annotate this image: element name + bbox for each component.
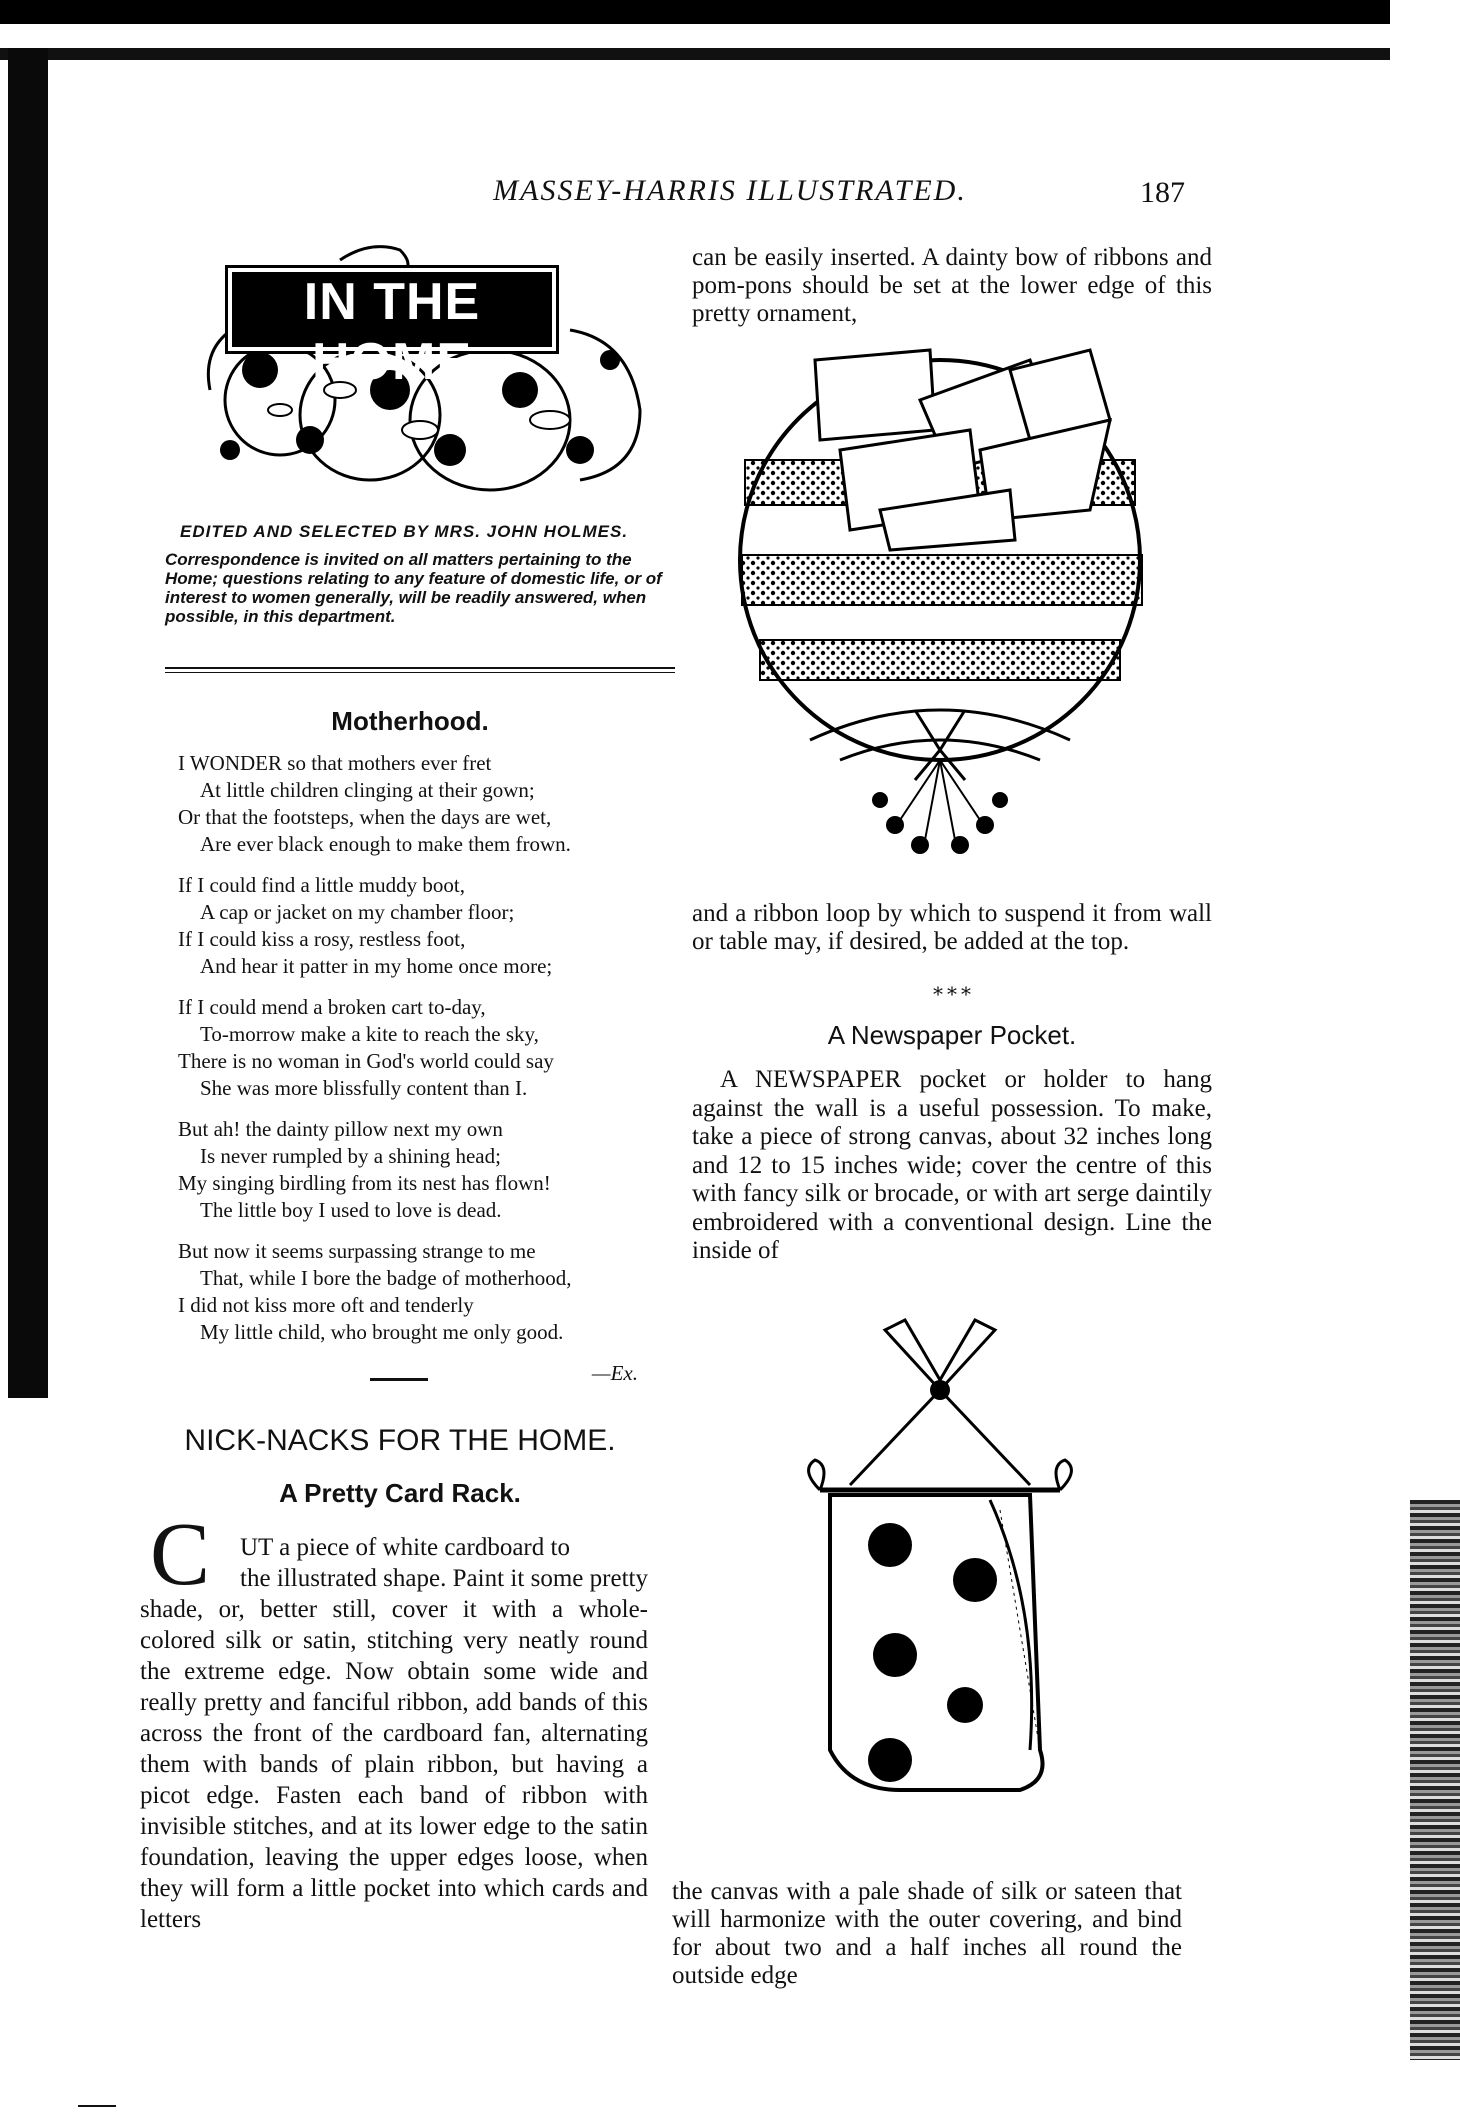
poem-source: —Ex. xyxy=(591,1361,638,1385)
poem-line: Is never rumpled by a shining head; xyxy=(200,1144,501,1168)
card-rack-body: the illustrated shape. Paint it some pretty shade, or, better still, cover it with a whole-colored silk or satin, stitching very neatly round the extreme edge. Now obtain some wide and really pretty and fanciful ribbon, add bands of this across the front of the cardboard fan, alternating them with bands of plain ribbon, but having a picot edge. Fasten each band of ribbon with invisible stitches, and at its lower edge to the satin foundation, leaving the upper edges loose, when they will form a little pocket into which cards and letters xyxy=(140,1565,648,1933)
poem-stanza-3 xyxy=(178,994,648,1102)
poem-stanza-5 xyxy=(178,1238,648,1346)
bottom-mark xyxy=(78,2105,116,2107)
section-header-title: IN THE HOME xyxy=(303,273,481,391)
card-rack-subheading: A Pretty Card Rack. xyxy=(279,1478,521,1508)
correspondence-note: Correspondence is invited on all matters pertaining to the Home; questions relating to any feature of domestic life, or of interest to women generally, will be readily answered, when possible, in this department. xyxy=(165,550,662,626)
drop-cap: C xyxy=(150,1505,211,1604)
card-rack-illustration xyxy=(730,340,1200,870)
divider-rule-thin xyxy=(165,672,675,673)
card-rack-first-line: UT a piece of white cardboard to xyxy=(240,1534,570,1561)
poem-stanza-2 xyxy=(178,872,648,980)
poem-line: If I could mend a broken cart to-day, xyxy=(178,995,486,1019)
scan-top-border xyxy=(0,0,1390,24)
poem-line: Are ever black enough to make them frown. xyxy=(200,832,571,856)
poem-line: My singing birdling from its nest has flown! xyxy=(178,1171,551,1195)
edited-by-line: EDITED AND SELECTED BY MRS. JOHN HOLMES. xyxy=(180,522,629,541)
poem-line: My little child, who brought me only good. xyxy=(200,1320,564,1344)
poem-line: She was more blissfully content than I. xyxy=(200,1076,528,1100)
poem-line: But ah! the dainty pillow next my own xyxy=(178,1117,503,1141)
poem-line: The little boy I used to love is dead. xyxy=(200,1198,502,1222)
short-rule xyxy=(370,1378,428,1381)
poem-line: There is no woman in God's world could say xyxy=(178,1049,554,1073)
poem-line: If I could kiss a rosy, restless foot, xyxy=(178,927,466,951)
asterism: * * * xyxy=(933,982,971,1006)
poem-title: Motherhood. xyxy=(331,706,489,736)
poem-line: And hear it patter in my home once more; xyxy=(200,954,553,978)
poem-line: To-morrow make a kite to reach the sky, xyxy=(200,1022,539,1046)
poem-line: But now it seems surpassing strange to me xyxy=(178,1239,536,1263)
poem-stanza-4 xyxy=(178,1116,648,1224)
newspaper-pocket-text: A NEWSPAPER pocket or holder to hang against the wall is a useful possession. To make, take a piece of strong canvas, about 32 inches long and 12 to 15 inches wide; cover the centre of this with fancy silk or brocade, or with art serge daintily embroidered with a conventional design. Line the inside of xyxy=(692,1066,1212,1264)
scan-left-border xyxy=(8,48,48,1398)
poem-line: At little children clinging at their gown; xyxy=(200,778,535,802)
card-rack-ending: and a ribbon loop by which to suspend it from wall or table may, if desired, be added at the top. xyxy=(692,900,1212,955)
poem-line: I did not kiss more oft and tenderly xyxy=(178,1293,474,1317)
divider-rule xyxy=(165,667,675,669)
poem-line: I WONDER so that mothers ever fret xyxy=(178,751,492,775)
newspaper-pocket-heading: A Newspaper Pocket. xyxy=(827,1020,1077,1050)
poem-line: A cap or jacket on my chamber floor; xyxy=(200,900,515,924)
card-rack-continued: can be easily inserted. A dainty bow of ribbons and pom-pons should be set at the lower edge of this pretty ornament, xyxy=(692,244,1212,327)
poem-line: That, while I bore the badge of motherhood, xyxy=(200,1266,572,1290)
scan-right-edge xyxy=(1410,1500,1460,2060)
page-number: 187 xyxy=(1140,176,1185,209)
nick-nacks-heading: NICK-NACKS FOR THE HOME. xyxy=(184,1424,616,1457)
poem-body xyxy=(178,750,648,1387)
poem-stanza-1 xyxy=(178,750,648,858)
poem-line: Or that the footsteps, when the days are wet, xyxy=(178,805,552,829)
newspaper-pocket-illustration xyxy=(790,1310,1090,1840)
running-head: MASSEY-HARRIS ILLUSTRATED. xyxy=(493,174,967,207)
scan-top-rule xyxy=(0,48,1390,60)
poem-line: If I could find a little muddy boot, xyxy=(178,873,465,897)
newspaper-pocket-continued: the canvas with a pale shade of silk or sateen that will harmonize with the outer covering, and bind for about two and a half inches all round the outside edge xyxy=(672,1878,1182,1989)
